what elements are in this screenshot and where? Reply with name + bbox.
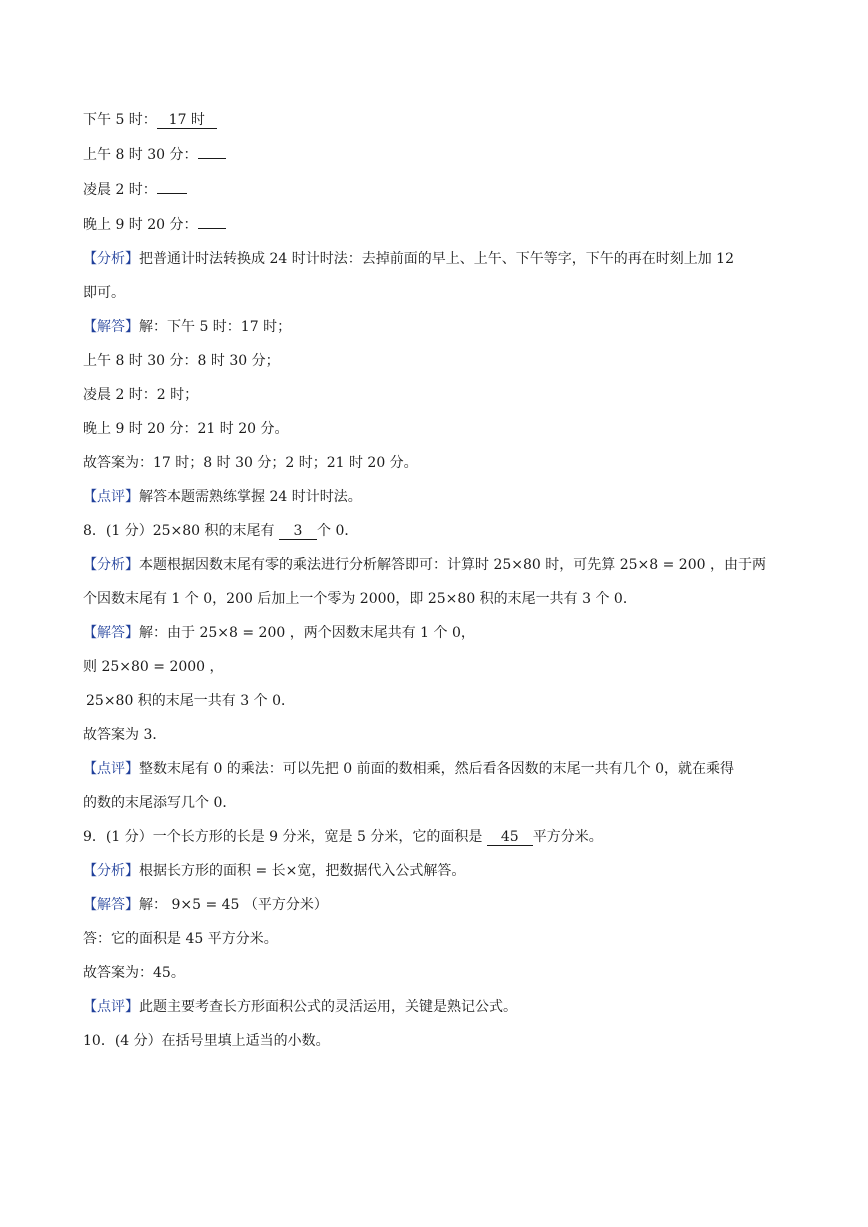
q8-solution-line-1	[83, 624, 788, 642]
q7-solution-text-1: 解：下午 5 时：17 时；	[139, 319, 292, 335]
q7-example-2-blank	[198, 158, 226, 159]
q9-analysis-tag: 【分析】	[83, 863, 139, 879]
q8-comment-line-1	[83, 760, 788, 778]
q8-stem	[83, 522, 788, 540]
q8-comment-tag: 【点评】	[83, 761, 139, 777]
q9-comment	[83, 998, 788, 1016]
q9-analysis	[83, 862, 788, 880]
q7-analysis-text-1: 把普通计时法转换成 24 时计时法：去掉前面的早上、上午、下午等字，下午的再在时刻上加 12	[139, 251, 734, 267]
q8-answer-blank: 3	[279, 523, 317, 540]
q7-example-1	[83, 111, 788, 129]
q8-solution-tag: 【解答】	[83, 625, 139, 641]
q9-stem-before: 9．(1 分）一个长方形的长是 9 分米，宽是 5 分米，它的面积是	[83, 829, 487, 845]
q9-solution	[83, 896, 788, 914]
q9-final-answer: 故答案为：45。	[83, 965, 185, 981]
q9-comment-tag: 【点评】	[83, 999, 139, 1015]
q7-example-2-label: 上午 8 时 30 分：	[83, 147, 198, 163]
q7-solution-line-3: 凌晨 2 时：2 时；	[83, 387, 199, 403]
q7-solution-line-1	[83, 318, 788, 336]
q9-comment-text: 此题主要考查长方形面积公式的灵活运用，关键是熟记公式。	[139, 999, 517, 1015]
q7-comment	[83, 488, 788, 506]
q9-solution-text: 解： 9×5 = 45 （平方分米）	[139, 897, 328, 913]
q7-solution-line-2: 上午 8 时 30 分：8 时 30 分；	[83, 353, 280, 369]
q7-analysis-line-1	[83, 250, 788, 268]
q8-stem-after: 个 0．	[317, 523, 359, 539]
q9-stem	[83, 828, 788, 846]
q9-analysis-text: 根据长方形的面积 = 长×宽，把数据代入公式解答。	[139, 863, 466, 879]
q9-answer-blank: 45	[487, 829, 533, 846]
q8-analysis-line-2: 个因数末尾有 1 个 0，200 后加上一个零为 2000，即 25×80 积的末尾一共有 3 个 0．	[83, 591, 637, 607]
q8-analysis-tag: 【分析】	[83, 557, 139, 573]
q7-comment-tag: 【点评】	[83, 489, 139, 505]
q7-analysis-tag: 【分析】	[83, 251, 139, 267]
q7-final-answer: 故答案为：17 时；8 时 30 分；2 时；21 时 20 分。	[83, 455, 418, 471]
q8-stem-before: 8．(1 分）25×80 积的末尾有	[83, 523, 279, 539]
q7-example-3	[83, 181, 788, 199]
q7-example-4-label: 晚上 9 时 20 分：	[83, 217, 198, 233]
q8-solution-line-3: 25×80 积的末尾一共有 3 个 0．	[86, 693, 295, 709]
q7-example-1-answer: 17 时	[157, 112, 217, 129]
q9-solution-tag: 【解答】	[83, 897, 139, 913]
q7-example-2	[83, 146, 788, 164]
q7-solution-tag: 【解答】	[83, 319, 139, 335]
q7-example-4	[83, 216, 788, 234]
q8-final-answer: 故答案为 3．	[83, 727, 167, 743]
q10-stem: 10．(4 分）在括号里填上适当的小数。	[83, 1033, 330, 1049]
q8-solution-line-2: 则 25×80 = 2000 ，	[83, 659, 224, 675]
q9-stem-after: 平方分米。	[532, 829, 603, 845]
q7-analysis-line-2: 即可。	[83, 285, 125, 301]
q7-example-4-blank	[198, 228, 226, 229]
q7-example-3-label: 凌晨 2 时：	[83, 182, 157, 198]
q7-solution-line-4: 晚上 9 时 20 分：21 时 20 分。	[83, 421, 289, 437]
q7-comment-text: 解答本题需熟练掌握 24 时计时法。	[139, 489, 362, 505]
q8-comment-line-2: 的数的末尾添写几个 0．	[83, 795, 237, 811]
q7-example-1-label: 下午 5 时：	[83, 112, 157, 128]
q8-solution-text-1: 解：由于 25×8 = 200 ，两个因数末尾共有 1 个 0，	[139, 625, 475, 641]
q8-comment-text-1: 整数末尾有 0 的乘法：可以先把 0 前面的数相乘，然后看各因数的末尾一共有几个 0，就在乘得	[139, 761, 734, 777]
q8-analysis-line-1	[83, 556, 788, 574]
q9-answer-line: 答：它的面积是 45 平方分米。	[83, 931, 278, 947]
q8-analysis-text-1: 本题根据因数末尾有零的乘法进行分析解答即可：计算时 25×80 时，可先算 25×8 = 200 ，由于两	[139, 557, 766, 573]
q7-example-3-blank	[157, 193, 187, 194]
